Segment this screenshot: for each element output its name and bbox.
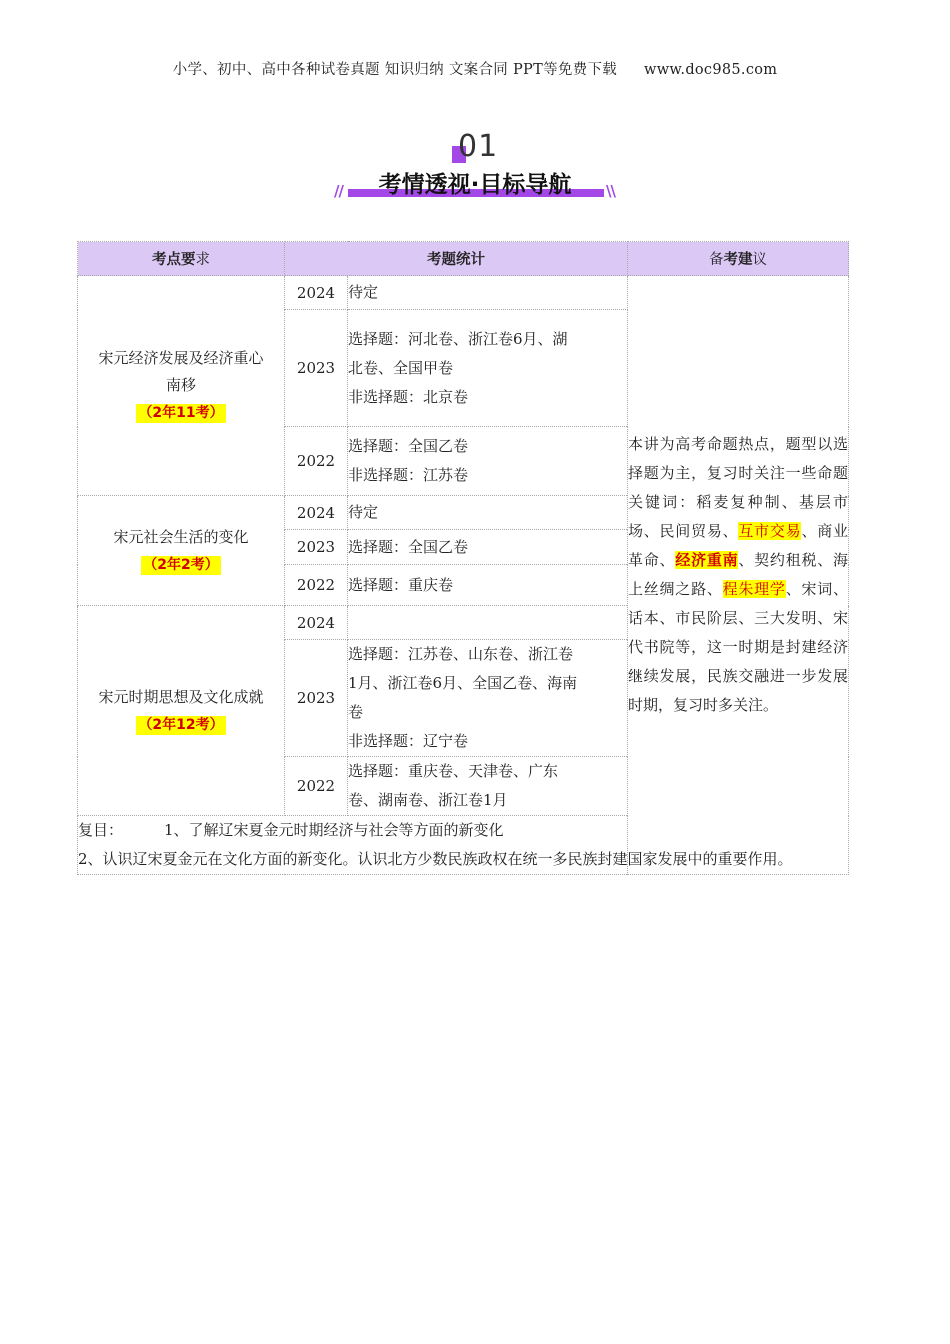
exam-line: 选择题：江苏卷、山东卷、浙江卷 [348, 645, 574, 663]
exam-line: 选择题：全国乙卷 [348, 537, 469, 556]
goals-label: 复目： [78, 821, 124, 839]
year-cell: 2024 [285, 276, 348, 310]
topic-cell [78, 496, 285, 606]
section-title-block [330, 126, 620, 206]
header-note [0, 58, 950, 79]
exam-cell [348, 530, 628, 565]
left-slash-decoration: // [334, 182, 343, 200]
exam-cell [348, 757, 628, 816]
exam-count-badge: （2年11考） [138, 405, 224, 421]
prep-advice-cell [628, 276, 849, 875]
goal-line-1 [78, 816, 848, 845]
highlight-keyword: 程朱理学 [722, 580, 786, 598]
year-cell: 2022 [285, 565, 348, 606]
topic-name-line: 宋元社会生活的变化 [113, 527, 249, 546]
table-header-row [78, 242, 849, 276]
highlight-keyword: 经济重南 [675, 551, 739, 569]
right-slash-decoration: \\ [606, 182, 615, 200]
exam-line: 待定 [348, 283, 379, 301]
goals-row [78, 816, 849, 875]
exam-cell [348, 427, 628, 496]
exam-cell [348, 606, 628, 640]
exam-overview-table [77, 241, 849, 875]
exam-cell [348, 640, 628, 757]
year-cell: 2022 [285, 427, 348, 496]
exam-line: 选择题：重庆卷 [348, 575, 454, 594]
header-exam-statistics: 考题统计 [285, 242, 628, 276]
header-prep-advice: 备考建议 [628, 242, 849, 276]
exam-line: 待定 [348, 503, 379, 521]
year-cell: 2022 [285, 757, 348, 816]
topic-name-line: 宋元经济发展及经济重心 [98, 349, 264, 367]
year-cell: 2023 [285, 530, 348, 565]
exam-line: 选择题：重庆卷、天津卷、广东 [348, 762, 559, 780]
year-cell: 2023 [285, 640, 348, 757]
topic-name-line: 宋元时期思想及文化成就 [98, 687, 264, 706]
topic-cell [78, 606, 285, 816]
advice-text: 、商业革命、 [628, 522, 848, 569]
year-cell: 2024 [285, 606, 348, 640]
exam-count-badge: （2年12考） [138, 716, 224, 733]
highlight-keyword: 互市交易 [738, 522, 802, 540]
exam-line: 选择题：全国乙卷 [348, 437, 469, 455]
topic-cell [78, 276, 285, 496]
section-number: 01 [458, 129, 499, 164]
header-topic-requirement: 考点要求 [78, 242, 285, 276]
topic-name-line: 南移 [165, 376, 196, 394]
header-note-text: 小学、初中、高中各种试卷真题 知识归纳 文案合同 PPT等免费下载 [172, 62, 618, 78]
exam-count-badge: （2年2考） [143, 556, 219, 573]
exam-line: 非选择题：北京卷 [348, 387, 469, 406]
exam-line: 北卷、全国甲卷 [348, 358, 454, 377]
header-note-url[interactable]: www.doc985.com [644, 62, 778, 78]
advice-text: 、契约租税、海上丝绸之路、 [628, 551, 848, 598]
year-cell: 2024 [285, 496, 348, 530]
exam-line: 非选择题：辽宁卷 [348, 732, 469, 750]
exam-cell [348, 496, 628, 530]
year-cell: 2023 [285, 310, 348, 427]
exam-line: 卷 [348, 703, 364, 721]
advice-text: 本讲为高考命题热点，题型以选择题为主，复习时关注一些命题关键词：稻麦复种制、基层市场、民间贸易、 [628, 435, 848, 540]
goal-text: 1、了解辽宋夏金元时期经济与社会等方面的新变化 [164, 821, 504, 839]
exam-line: 选择题：河北卷、浙江卷6月、湖 [348, 329, 568, 348]
exam-line: 1月、浙江卷6月、全国乙卷、海南 [348, 674, 578, 692]
table-row [78, 276, 849, 310]
review-goals-cell [78, 816, 849, 875]
exam-line: 非选择题：江苏卷 [348, 466, 469, 484]
exam-line: 卷、湖南卷、浙江卷1月 [348, 791, 508, 809]
exam-cell [348, 310, 628, 427]
advice-text: 、宋词、话本、市民阶层、三大发明、宋代书院等，这一时期是封建经济继续发展，民族交融进一步发展时期，复习时多关注。 [628, 580, 848, 714]
exam-cell [348, 276, 628, 310]
section-title: 考情透视·目标导航 [378, 172, 572, 198]
exam-cell [348, 565, 628, 606]
goal-line-2: 2、认识辽宋夏金元在文化方面的新变化。认识北方少数民族政权在统一多民族封建国家发展中的重要作用。 [78, 850, 793, 868]
